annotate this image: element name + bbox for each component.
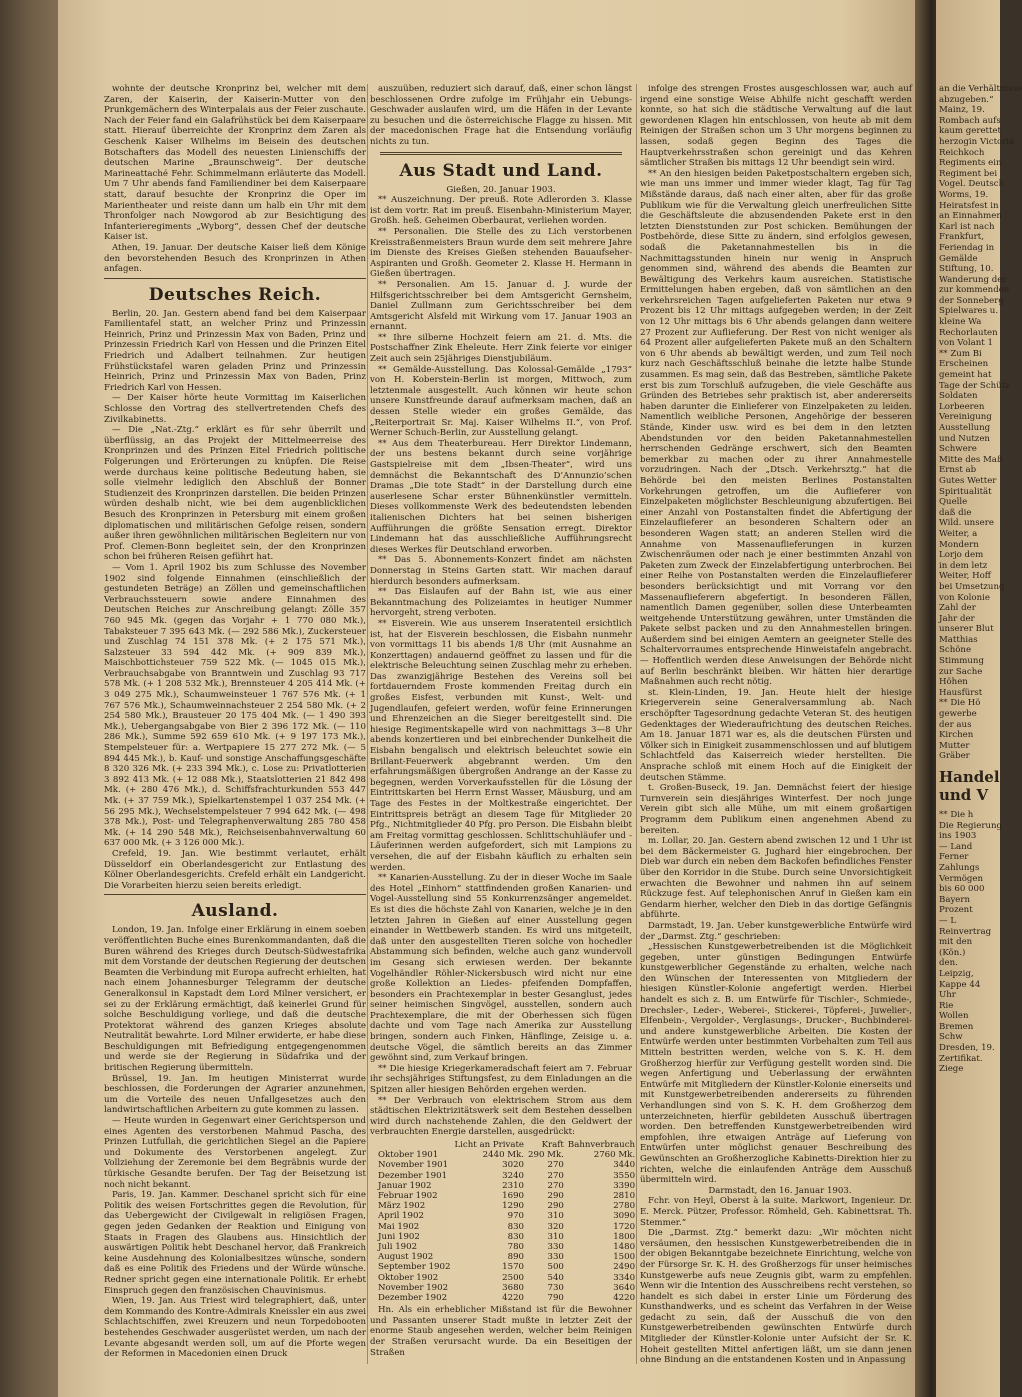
adjacent-page-line: Ferner	[939, 852, 969, 863]
adjacent-page-line: Weiter, a	[939, 528, 978, 539]
adjacent-page-line: Schw	[939, 1032, 963, 1043]
adjacent-page-line: Stimmung	[939, 656, 984, 667]
adjacent-page-line: daß die	[939, 507, 972, 518]
adjacent-page-line: kaum gerettet	[939, 126, 1001, 137]
adjacent-page-line: Gräber	[939, 751, 970, 762]
article-paragraph: Die „Darmst. Ztg.“ bemerkt dazu: „Wir möchten nicht versäumen, den hessischen Kunstgewerbetreibenden die in der obigen Bekanntgabe bezeichnete Einrichtung, welche von der Fürsorge Sr. K. H. des Großherzogs für unser heimisches Kunstgewerbe aufs neue Zeugnis gibt, warm zu empfehlen. Wenn wir die Intention des Ausschreibens recht verstehen, so handelt es sich dabei in erster Linie um Förderung des Kunsthandwerks, und es scheint das Verfahren in der Weise gedacht zu sein, daß der Ausschuß die von den Kunstgewerbetreibenden gewünschten Entwürfe durch Mitglieder der Künstler-Kolonie unter Aufsicht der Sr. K. Hoheit gestellten Mittel anfertigen läßt, um sie dann jenen ohne Bindung an die entstandenen Kosten und in Anpassung	[640, 1228, 912, 1366]
adjacent-page-line: den.	[939, 958, 958, 969]
article-paragraph: Crefeld, 19. Jan. Wie bestimmt verlautet, erhält Düsseldorf ein Oberlandesgericht zur Entlastung des Kölner Oberlandesgerichts. Crefeld erhält ein Landgericht. Die Vorarbeiten hierzu seien bereits erledigt.	[104, 848, 366, 891]
table-body	[376, 1150, 637, 1303]
adjacent-page-line: Feriendag in	[939, 242, 995, 253]
table-row	[376, 1211, 637, 1221]
adjacent-page-line: Wild. unsere	[939, 518, 994, 529]
article-paragraph: st. Klein-Linden, 19. Jan. Heute hielt der hiesige Kriegerverein seine Generalversammlung ab. Nach erschöpfter Tagesordnung gedachte Veteran St. des heutigen Gedenktages der Wiederaufrichtung des deutschen Reiches. Am 18. Januar 1871 war es, als die deutschen Fürsten und Völker sich in Einigkeit zusammenschlossen und auf blutigem Schlachtfeld das Kaiserreich wieder herstellten. Die Ansprache schloß mit einem Hoch auf die Einigkeit der deutschen Stämme.	[640, 687, 912, 783]
table-cell: Juni 1902	[378, 1231, 420, 1242]
section-heading-aus-stadt-und-land: Aus Stadt und Land.	[399, 160, 603, 181]
adjacent-page-line: Die Regierung	[939, 820, 1003, 831]
article-paragraph: Athen, 19. Januar. Der deutsche Kaiser ließ dem Könige den bevorstehenden Besuch des Kronprinzen in Athen anfagen.	[104, 242, 366, 275]
article-paragraph: ** Aus dem Theaterbureau. Herr Direktor Lindemann, der uns bestens bekannt durch seine vorjährige Gastspielreise mit dem „Ibsen-Theater“, wird uns demnächst die Bekanntschaft des D’Annunzio’schen Dramas „Die tote Stadt“ in der Darstellung durch eine auserlesene Schar erster Bühnenkünstler vermitteln. Dieses vollkommenste Werk des bedeutendsten lebenden italienischen Dichters hat bei seinen bisherigen Aufführungen die größte Sensation erregt. Direktor Lindemann hat das ausschließliche Aufführungsrecht dieses Werkes für Deutschland erworben.	[370, 438, 632, 555]
adjacent-page-line: Rechorlauten	[939, 327, 998, 338]
article-paragraph: — Die „Nat.-Ztg.“ erklärt es für sehr überrilt und überflüssig, an das Projekt der Mittelmeerreise des Kronprinzen und des Prinzen Eitel Friedrich politische Folgerungen und Erörterungen zu knüpfen. Die Reise werde durchaus keine politische Bedeutung haben, sie solle vielmehr lediglich den Abschluß der Bonner Studienzeit des Kronprinzen darstellen. Die beiden Prinzen würden deshalb nicht, wie bei dem augenblicklichen Besuch des Kronprinzen in Petersburg mit einem großen diplomatischen und militärischen Gefolge reisen, sondern außer ihren gewöhnlichen militärischen Begleitern nur von Prof. Clemen-Bonn begleitet sein, der den Kronprinzen schon bei früheren Reisen geführt hat.	[104, 425, 366, 563]
adjacent-page-line: mit den	[939, 937, 973, 948]
article-paragraph: ** Die hiesige Kriegerkameradschaft feiert am 7. Februar ihr sechsjähriges Stiftungsfest, zu dem Einladungen an die Spitzen aller hiesigen Behörden ergehen werden.	[370, 1063, 632, 1096]
adjacent-page-line: von Kolonie	[939, 592, 990, 603]
section-heading-ausland: Ausland.	[191, 901, 279, 922]
adjacent-page-line: (Kön.)	[939, 947, 966, 958]
article-paragraph: Hn. Als ein erheblicher Mißstand ist für die Bewohner und Passanten unserer Stadt mußte in letzter Zeit der enorme Staub angesehen werden, welcher beim Reinigen der Straßen verursacht wurde. Da ein Beseitigen der Straßen	[370, 1305, 632, 1358]
article-paragraph: Darmstadt, 19. Jan. Ueber kunstgewerbliche Entwürfe wird der „Darmst. Ztg.“ geschrieben:	[640, 920, 912, 942]
table-cell: 2440 Mk.	[482, 1150, 525, 1161]
table-header-row	[376, 1140, 637, 1150]
table-cell: 3090	[613, 1211, 636, 1222]
table-cell: 2490	[613, 1262, 636, 1273]
article-paragraph: infolge des strengen Frostes ausgeschlossen war, auch auf irgend eine sonstige Weise Abhilfe nicht geschafft werden konnte, so hat sich die städtische Verwaltung auf die laut gewordenen Klagen hin entschlossen, von heute ab mit dem Reinigen der Straßen schon um 3 Uhr morgens beginnen zu lassen, sodaß gegen Beginn des Tages die Hauptverkehrsstraßen schon gereinigt und das Kehren sämtlicher Straßen bis mittags 12 Uhr beendigt sein wird.	[640, 84, 912, 169]
adjacent-page-line: Heiratsfest in	[939, 200, 999, 211]
table-cell: Juli 1902	[378, 1242, 418, 1253]
adjacent-page-line: kleine Wa	[939, 317, 982, 328]
table-row	[376, 1232, 637, 1242]
table-row	[376, 1283, 637, 1293]
adjacent-page-line: Uhr	[939, 990, 956, 1001]
adjacent-page-line: Leipzig,	[939, 968, 974, 979]
adjacent-page-heading: Handel und V	[939, 768, 1000, 804]
adjacent-page-line: Regiment bei	[939, 168, 998, 179]
table-cell: 540	[547, 1272, 564, 1283]
adjacent-page-line: ** Die h	[939, 810, 974, 820]
adjacent-page-line: der Sonneberg	[939, 295, 1004, 306]
table-cell: 2500	[502, 1272, 525, 1283]
article-paragraph: ** Gemälde-Ausstellung. Das Kolossal-Gemälde „1793“ von H. Koberstein-Berlin ist morgen, Mittwoch, zum letztenmale ausgestellt. Auch können wir heute schon unsere Kunstfreunde darauf aufmerksam machen, daß an dessen Stelle wieder ein großes Gemälde, das „Reiterportrait Sr. Maj. Kaiser Wilhelms II.“, von Prof. Werner Schuch-Berlin, zur Ausstellung gelangt.	[370, 364, 632, 439]
adjacent-page-line: Wanderung der	[939, 274, 1007, 285]
table-row	[376, 1252, 637, 1262]
table-cell: 3390	[613, 1180, 636, 1191]
table-cell: 3340	[613, 1272, 636, 1283]
table-cell: 2810	[613, 1191, 636, 1202]
adjacent-page-line: gewerbe	[939, 709, 977, 720]
adjacent-page-line: Bayern	[939, 894, 971, 905]
adjacent-page-line: — Land	[939, 841, 973, 852]
adjacent-page-line: Reichkoch	[939, 147, 985, 158]
article-paragraph: ** An den hiesigen beiden Paketpostschaltern ergeben sich, wie man uns immer und immer wieder klagt, Tag für Tag Mißstände daraus, daß nach einer alten, aber für das große Publikum wie für die Verwaltung gleich unerfreulichen Sitte die Geschäftsleute die abzusendenden Pakete erst in den letzten Dienststunden zur Post schicken. Bemühungen der Postbehörde, diese Sitte zu ändern, sind erfolglos gewesen, sodaß die Paketannahmestellen bis in die Nachmittagsstunden hinein nur wenig in Anspruch genommen sind, während des abends die Beamten zur Bewältigung des Verkehrs kaum ausreichen. Statistische Ermittelungen haben ergeben, daß von sämtlichen an den verkehrsreichen Tagen aufgelieferten Paketen nur etwa 9 Prozent bis 12 Uhr mittags aufgegeben werden; in der Zeit von 12 Uhr mittags bis 6 Uhr abends gelangen dann weitere 27 Prozent zur Auflieferung. Der Rest von nicht weniger als 64 Prozent aller aufgelieferten Pakete muß an den Schaltern von 6 Uhr abends ab bewältigt werden, und zum Teil noch kurz nach Geschäftsschluß beinahe die letzte halbe Stunde zusammen. Es mag sein, daß das Bestreben, sämtliche Pakete erst bis zum Torschluß aufzugeben, die viele Geschäfte aus Gründen des Betriebes sehr praktisch ist, aber andererseits haben darunter die Einlieferer von Einzelpaketen zu leiden. Namentlich weibliche Personen, Angehörige der besseren Stände, Kinder usw. wird es bei dem in den letzten Abendstunden vor den beiden Paketannahmestellen herrschenden Gedränge erschwert, sich den Beamten bemerkbar zu machen oder zu ihrer Annahmestelle vorzudringen. Nach der „Dtsch. Verkehrsztg.“ hat die Behörde bei den meisten Berlines Postanstalten Vorkehrungen getroffen, um die Auflieferer von Einzelpaketen möglichster Beschleunigung abzufertigen. Bei einer Anzahl von Postanstalten findet die Abfertigung der Einzelauflieferer an besonderen Schaltern oder an besonderen Wagen statt; an anderen Stellen wird die Annahme von Massenauflieferungen in kurzen Zwischenräumen oder nach je einer bestimmten Anzahl von Paketen zum Zweck der Einzelabfertigung unterbrochen. Bei einer Reihe von Postanstalten werden die Einzelauflieferer besonders berücksichtigt und mit Vorrang vor den Massenauflieferern abgefertigt. In besonderen Fällen, namentlich Damen gegenüber, sollen diese Unterbeamten weitgehende Unterstützung gewähren, unter Umständen die Pakete selbst packen und zu den Annahmestellen bringen. Außerdem sind bei einigen Aemtern an geeigneter Stelle des Schaltervorraumes entsprechende Hinweistafeln angebracht. — Hoffentlich werden diese Anweisungen der Behörde nicht auf Berlin beschränkt bleiben. Wir hätten hier derartige Maßnahmen auch recht nötig.	[640, 168, 912, 688]
adjacent-page-line: unserer Blut	[939, 624, 994, 635]
article-paragraph: London, 19. Jan. Infolge einer Erklärung in einem soeben veröffentlichten Buche eines Burenkommandanten, daß die Buren während des Krieges durch Deutsch-Südwestafrika mit dem Vorstande der deutschen Regierung der deutschen Beamten die Verbindung mit Europa aufrecht erhielten, hat nach einem Johannesburger Telegramm der deutsche Generalkonsul in Kapstadt dem Lord Milner versichert, er sei zu der Erklärung ermächtigt, daß keinerlei Grund für solche Beschuldigung vorliege, und daß die deutsche Protektorat während des ganzen Krieges absolute Neutralität bewahrte. Lord Milner erwiderte, er habe diese Beschuldigungen mit Befriedigung entgegengenommen und werde sie der Regierung in Südafrika und der britischen Regierung übermitteln.	[104, 925, 366, 1074]
adjacent-page-line: Mondern	[939, 539, 979, 550]
table-cell: 1290	[502, 1201, 525, 1212]
table-cell: November 1901	[378, 1160, 449, 1171]
adjacent-page-line: Erscheinen	[939, 359, 989, 370]
adjacent-page-line: Rie	[939, 1000, 954, 1011]
table-cell: September 1902	[378, 1262, 451, 1273]
adjacent-page-line: Stiftung, 10.	[939, 264, 994, 275]
table-cell: Dezember 1901	[378, 1170, 448, 1181]
adjacent-page-line: in dem letz	[939, 560, 988, 571]
article-paragraph: ** Personalien. Die Stelle des zu Lich verstorbenen Kreisstraßenmeisters Braun wurde dem seit mehrere Jahre im Dienste des Kreises Gießen stehenden Bauaufseher-Aspiranten und Großh. Geometer 2. Klasse H. Hermann in Gießen übertragen.	[370, 226, 632, 280]
adjacent-page-line: Gutes Wetter	[939, 475, 997, 486]
adjacent-page-line: Matthias	[939, 634, 978, 645]
table-cell: 4220	[613, 1293, 636, 1304]
adjacent-page-line: und Nutzen	[939, 433, 990, 444]
adjacent-page-line: Mitte des Maß	[939, 454, 1003, 465]
article-paragraph: Fchr. von Heyl, Oberst à la suite. Markwort, Ingenieur. Dr. E. Merck. Pützer, Professor. Römheld, Geh. Kabinettsrat. Th. Stemmer.“	[640, 1196, 912, 1228]
adjacent-page-line: ** Zum Bi	[939, 348, 982, 359]
table-row	[376, 1262, 637, 1272]
adjacent-page-line: Lorbeeren	[939, 401, 985, 412]
table-cell: 270	[547, 1170, 564, 1181]
table-cell: 290	[547, 1201, 564, 1212]
table-header-cell: Bahnverbrauch	[567, 1140, 636, 1150]
table-cell: 780	[507, 1242, 525, 1253]
adjacent-page-line: Bremen	[939, 1021, 974, 1032]
adjacent-page-line: Gemälde	[939, 253, 978, 264]
adjacent-page-line: Karl ist nach	[939, 221, 995, 232]
adjacent-page-line: Hausfürst	[939, 687, 983, 698]
table-row	[376, 1273, 637, 1283]
table-cell: 3640	[613, 1282, 636, 1293]
table-cell: 2760 Mk.	[593, 1150, 636, 1161]
adjacent-page-line: Kappe 44	[939, 979, 981, 990]
column-rule	[367, 84, 368, 1364]
table-cell: Januar 1902	[378, 1180, 432, 1191]
article-paragraph: ** Kanarien-Ausstellung. Zu der in dieser Woche im Saale des Hotel „Einhorn“ stattfindenden großen Kanarien- und Vogel-Ausstellung sind 55 Konkurrenzsänger angemeldet. Es ist dies die höchste Zahl von Kanarien, welche je in den letzten Jahren in Gießen auf einer Ausstellung gegen einander in Wettbewerb standen. Es wird uns mitgeteilt, daß unter den ausgestellten Tieren solche von hochedler Abstammung sich befinden, welche auch ganz wundervoll im Gesang sich erwiesen werden. Der bekannte Vogelhändler Röhler-Nickersbusch wird nicht nur eine große Kollektion an Liedes- pfeifenden Dompfaffen, besonders ein Prachtexemplar in bester Gesanglust, jedes seiner heimischen Singvögel, ausstellen, sondern auch Prachtexemplare, die mit der Oberhessen sich fügen dachte und vom Tage nach Amerika zur Ausstellung bringen, sondern auch Finken, Hänflinge, Zeisige u. a. deutsche Vögel, die sämtlich bereits an das Zimmer gewöhnt sind, zum Verkauf bringen.	[370, 873, 632, 1064]
adjacent-page-line: Zertifikat.	[939, 1053, 983, 1064]
adjacent-page-line: Schöne	[939, 645, 972, 656]
table-row	[376, 1171, 637, 1181]
dateline: Gießen, 20. Januar 1903.	[446, 184, 556, 195]
table-cell: 1720	[613, 1221, 636, 1232]
section-divider	[104, 278, 366, 279]
table-row	[376, 1222, 637, 1232]
adjacent-page-line: gemeint hat	[939, 370, 992, 381]
adjacent-page-line: Lorjo dem	[939, 550, 984, 561]
column-1	[104, 84, 366, 1364]
article-paragraph: ** Auszeichnung. Der preuß. Rote Adlerorden 3. Klasse ist dem vortr. Rat im preuß. Eisenbahn-Ministerium Mayer, Großh. heß. Geheimen Oberbaurat, verliehen worden.	[370, 195, 632, 227]
table-cell: 790	[547, 1293, 564, 1304]
table-cell: 500	[547, 1262, 564, 1273]
article-paragraph: Brüssel, 19. Jan. Im heutigen Ministerrat wurde beschlossen, die Forderungen der Agrarier anzunehmen, um die Vorteile des neuen Unfallgesetzes auch den landwirtschaftlichen Arbeitern zu gute kommen zu lassen.	[104, 1073, 366, 1116]
adjacent-page-line: Soldaten	[939, 391, 978, 402]
table-header-cell: Kraft	[541, 1140, 564, 1150]
article-paragraph: ** Der Verbrauch von elektrischem Strom aus dem städtischen Elektrizitätswerk seit dem Bestehen desselben wird durch nachstehende Zahlen, die den Geldwert der verbrauchten Energie darstellen, ausgedrückt:	[370, 1095, 632, 1138]
adjacent-page-line: Vogel. Deutsch	[939, 179, 1005, 190]
table-cell: 270	[547, 1160, 564, 1171]
article-paragraph: Wien, 19. Jan. Aus Triest wird telegraphiert, daß, unter dem Kommando des Kontre-Admirals Kneissler ein aus zwei Schlachtschiffen, zwei Kreuzern und neun Torpedobooten bestehendes Geschwader ausgerüstet werden, um nach der Levante abgesandt werden soll, um auf die Pforte wegen der Reformen in Macedonien einen Druck	[104, 1296, 366, 1360]
adjacent-page-line: Rombach aufs	[939, 115, 1001, 126]
table-row	[376, 1293, 637, 1303]
adjacent-page-line: Spiritualität	[939, 486, 992, 497]
section-heading-deutsches-reich: Deutsches Reich.	[148, 284, 322, 305]
adjacent-page-line: Reinvertrag	[939, 926, 992, 937]
table-cell: 330	[547, 1242, 564, 1253]
table-cell: 970	[507, 1211, 525, 1222]
adjacent-page-line: ** Die Hö	[939, 698, 981, 709]
table-cell: Oktober 1902	[378, 1272, 439, 1283]
table-cell: 3440	[613, 1160, 636, 1171]
article-paragraph: ** Das 5. Abonnements-Konzert findet am nächsten Donnerstag in Steins Garten statt. Wir machen darauf hierdurch besonders aufmerksam.	[370, 555, 632, 587]
adjacent-page-line: Regiments ein	[939, 158, 1002, 169]
table-cell: August 1902	[378, 1252, 434, 1263]
article-paragraph: Berlin, 20. Jan. Gestern abend fand bei dem Kaiserpaar Familientafel statt, an welcher Prinz und Prinzessin Heinrich, Prinz und Prinzessin Max von Baden, Prinz und Prinzessin Friedrich Karl von Hessen und die Prinzen Eitel Friedrich und Adalbert teilnahmen. Zur heutigen Frühstückstafel waren geladen Prinz und Prinzessin Heinrich, Prinz und Prinzessin Max von Baden, Prinz Friedrich Karl von Hessen.	[104, 308, 366, 393]
article-paragraph: „Hessischen Kunstgewerbetreibenden ist die Möglichkeit gegeben, unter günstigen Bedingungen Entwürfe kunstgewerblicher Gegenstände zu erhalten, welche nach den Wünschen der Interessenten von Mitgliedern der hiesigen Künstler-Kolonie angefertigt werden. Hierbei handelt es sich z. B. um Entwürfe für Tischler-, Schmiede-, Drechsler-, Leder-, Weberei-, Stickerei-, Töpferei-, Juwelier-, Elfenbein-, Vergolder-, Verglasungs-, Drucker-, Buchbinderei- und andere kunstgewerbliche Arbeiten. Die Kosten der Entwürfe werden unter bestimmten Vorbehalten zum Teil aus Mitteln bestritten werden, welche von S. K. H. dem Großherzog hierfür zur Verfügung gestellt worden sind. Die wegen Anfertigung und Ueberlassung der erwähnten Entwürfe mit Mitgliedern der Künstler-Kolonie einerseits und mit Kunstgewerbetreibenden andererseits zu führenden Verhandlungen sind von S. K. H. dem Großherzog dem unterzeichneten, hierfür gebildeten Ausschuß übertragen worden. Den betreffenden Kunstgewerbetreibenden wird empfohlen, ihre etwaigen Anträge auf Lieferung von Entwürfen unter möglichst genauer Beschreibung des Gewünschten an Großherzogliche Kabinetts-Direktion hier zu richten, welche die einlaufenden Anträge dem Ausschuß übermitteln wird.	[640, 942, 912, 1186]
table-cell: 3020	[502, 1160, 525, 1171]
article-paragraph: — Heute wurden in Gegenwart einer Gerichtsperson und eines Agenten des verstorbenen Mahmud Pascha, des Prinzen Lutfullah, die gerichtlichen Siegel an die Papiere und Dokumente des Verstorbenen angelegt. Zur Vollziehung der Zeremonie bei dem Begräbnis wurde der türkische Gesandte berufen. Der Tag der Beisetzung ist noch nicht bekannt.	[104, 1116, 366, 1190]
adjacent-page-line: bei Umsetzung	[939, 581, 1005, 592]
adjacent-page-edge	[936, 0, 1022, 1397]
adjacent-page-lines	[936, 84, 1022, 762]
table-row	[376, 1201, 637, 1211]
table-cell: 3240	[502, 1170, 525, 1181]
table-cell: 2310	[502, 1180, 525, 1191]
table-cell: März 1902	[378, 1201, 426, 1212]
adjacent-page-line: Schwere	[939, 444, 977, 455]
electricity-consumption-table	[376, 1140, 637, 1303]
table-cell: Mai 1902	[378, 1221, 420, 1232]
table-cell: 320	[547, 1221, 564, 1232]
table-cell: 310	[547, 1231, 564, 1242]
adjacent-page-line: zur kommenden	[939, 285, 1010, 296]
article-paragraph: m. Lollar, 20. Jan. Gestern abend zwischen 12 und 1 Uhr ist bei dem Bäckermeister G. Jughard hier eingebrochen. Der Dieb war durch ein neben dem Backofen befindliches Fenster über den Korridor in die Stube. Durch seine Unvorsichtigkeit erwachten die Bewohner und nahmen ihn auf seinem Rückzuge fest. Auf telephonischen Anruf in Gießen kam ein Gendarm hierher, welcher den Dieb in das dortige Gefängnis abführte.	[640, 836, 912, 921]
table-cell: April 1902	[378, 1211, 424, 1222]
column-2	[370, 84, 636, 1364]
adjacent-page-line: Mainz, 19.	[939, 105, 985, 116]
table-row	[376, 1150, 637, 1160]
adjacent-page-line: Jahr der	[939, 613, 975, 624]
adjacent-page-line: an die Verhältnisse	[939, 84, 1022, 94]
adjacent-page-line: Zahl der	[939, 603, 976, 614]
table-row	[376, 1242, 637, 1252]
article-paragraph: Paris, 19. Jan. Kammer. Deschanel spricht sich für eine Politik des weisen Fortschrittes gegen die Revolution, für das Uebergewicht der Civilgewalt in religiösen Fragen, gegen jeden Gedanken der Reaktion und Einigung von Staats in Fragen des Glaubens aus. Hinsichtlich der auswärtigen Politik hebt Deschanel hervor, daß Frankreich keine Ausdehnung des Kolonialbesitzes wünsche, sondern daß es eine Politik des Friedens und der Würde wünsche. Redner spricht gegen eine internationale Politik. Er erhebt Einspruch gegen den französischen Chauvinismus.	[104, 1190, 366, 1296]
adjacent-page-line: von Volant 1	[939, 338, 993, 349]
article-paragraph: ** Ihre silberne Hochzeit feiern am 21. d. Mts. die Postschaffner Zink Eheleute. Herr Zink feierte vor einiger Zeit auch sein 25jähriges Dienstjubiläum.	[370, 332, 632, 365]
adjacent-page-line: Wollen	[939, 1011, 969, 1022]
adjacent-page-line: Quelle	[939, 497, 968, 508]
adjacent-page-line: Zahlungs	[939, 862, 980, 873]
table-row	[376, 1191, 637, 1201]
adjacent-page-lines	[936, 810, 1003, 1075]
adjacent-page-line: Weiter, Hoff	[939, 571, 991, 582]
adjacent-page-line: Tage der Schütz	[939, 380, 1010, 391]
article-paragraph: auszuüben, reduziert sich darauf, daß, einer schon längst beschlossenen Ordre zufolge im Frühjahr ein Uebungs-Geschwader auslaufen wird, um die Häfen in der Levante zu besuchen und die österreichische Flagge zu hissen. Mit der macedonischen Frage hat die Entsendung vorläufig nichts zu tun.	[370, 84, 632, 147]
adjacent-page-line: Spielwares u.	[939, 306, 999, 317]
adjacent-page-line: Ziege	[939, 1064, 964, 1075]
adjacent-page-line: Worms, 19.	[939, 189, 989, 200]
article-paragraph: — Der Kaiser hörte heute Vormittag im Kaiserlichen Schlosse den Vortrag des stellvertretenden Chefs des Zivilkabinetts.	[104, 393, 366, 425]
adjacent-page-line: Ausstellung	[939, 423, 991, 433]
adjacent-page-line: bis 60 000	[939, 884, 985, 895]
table-header-cell: Licht an Private	[454, 1140, 525, 1150]
adjacent-page-line: Vermögen	[939, 873, 984, 884]
adjacent-page-line: herzogin Victoria	[939, 136, 1015, 147]
article-paragraph: t. Großen-Buseck, 19. Jan. Demnächst feiert der hiesige Turnverein sein diesjähriges Winterfest. Der noch junge Verein gibt sich alle Mühe, um mit einem großartigen Programm dem Publikum einen angenehmen Abend zu bereiten.	[640, 783, 912, 836]
section-divider	[104, 894, 366, 895]
table-cell: 290 Mk.	[528, 1150, 564, 1161]
table-cell: 830	[507, 1221, 525, 1232]
table-cell: November 1902	[378, 1282, 449, 1293]
table-cell: 890	[507, 1252, 525, 1263]
adjacent-page-line: Mutter	[939, 740, 970, 751]
table-cell: 830	[507, 1231, 525, 1242]
table-cell: 290	[547, 1191, 564, 1202]
adjacent-page-line: Kirchen	[939, 730, 974, 741]
article-paragraph: ** Eisverein. Wie aus unserem Inseratenteil ersichtlich ist, hat der Eisverein beschlossen, die Eisbahn nunmehr von vormittags 11 bis abends 1/8 Uhr (mit Ausnahme an Konzerttagen) andauernd geöffnet zu lassen und für die elektrische Beleuchtung seinen Zuschlag mehr zu erheben. Das zwanzigjährige Bestehen des Vereins soll bei fortdauerndem Froste kommenden Freitag durch ein großes Eisfest, verbunden mit Kunst-, Welt- und Jugendlaufen, gefeiert werden, wofür feine Erinnerungen und Ehrenzeichen an die Sieger bereitgestellt sind. Die hiesige Regimentskapelle wird von nachmittags 3—8 Uhr abends konzertieren und bei einbrechender Dunkelheit die Eisbahn bengalisch und elektrisch beleuchtet sowie ein Brillant-Feuerwerk abgebrannt werden. Um den erfahrungsmäßigen übergroßen Andrange an der Kasse zu begegnen, werden Vorverkaufsstellen für die Lösung der Eintrittskarten bei Herrn Ernst Wasser, Mäusburg, und am Tage des Festes in der Moltkestraße eingerichtet. Der Eintrittspreis beträgt an diesem Tage für Mitglieder 20 Pfg., Nichtmitglieder 40 Pfg. pro Person. Die Eisbahn bleibt am Freitag vormittag geschlossen. Schlittschuhläufer und -Läuferinnen werden aufgefordert, sich mit Lampions zu versehen, die auf der Eisbahn käuflich zu erhalten sein werden.	[370, 618, 632, 873]
adjacent-page-line: Höhen	[939, 677, 968, 688]
adjacent-page-line: Prozent	[939, 905, 973, 916]
article-paragraph: ** Personalien. Am 15. Januar d. J. wurde der Hilfsgerichtsschreiber bei dem Amtsgericht Gernsheim, Daniel Zullmann zum Gerichtsschreiber bei dem Amtsgericht Alsfeld mit Wirkung vom 17. Januar 1903 an ernannt.	[370, 279, 632, 333]
table-cell: 4220	[502, 1293, 525, 1304]
adjacent-page-line: — L	[939, 915, 957, 926]
adjacent-page-line: an Einnahmen	[939, 211, 1002, 222]
table-cell: 1500	[613, 1252, 636, 1263]
table-cell: 1800	[613, 1231, 636, 1242]
adjacent-page-line: ins 1903	[939, 831, 977, 842]
adjacent-page-line: Frankfurt,	[939, 232, 984, 243]
article-paragraph: — Vom 1. April 1902 bis zum Schlusse des November 1902 sind folgende Einnahmen (einschließlich der gestundeten Beträge) an Zöllen und gemeinschaftlichen Verbrauchssteuern sowie andere Einnahmen des Deutschen Reiches zur Anschreibung gelangt: Zölle 357 760 945 Mk. (gegen das Vorjahr + 1 770 080 Mk.), Tabaksteuer 7 395 643 Mk. (— 292 586 Mk.), Zuckersteuer und Zuschlag 74 151 378 Mk. (+ 2 175 571 Mk.), Salzsteuer 33 594 442 Mk. (+ 909 839 Mk.), Maischbottichsteuer 759 522 Mk. (— 1045 015 Mk.), Verbrauchsabgabe von Branntwein und Zuschlag 93 717 578 Mk. (+ 1 208 532 Mk.), Brennsteuer 4 205 414 Mk. (+ 3 049 275 Mk.), Schaumweinsteuer 1 767 576 Mk. (+ 1 767 576 Mk.), Schaumweinnachsteuer 2 254 580 Mk. (+ 2 254 580 Mk.), Brausteuer 20 175 404 Mk. (— 1 490 393 Mk.), Uebergangsabgabe von Bier 2 396 172 Mk. (— 110 286 Mk.), Summe 592 659 610 Mk. (+ 9 197 173 Mk.), Stempelsteuer für: a. Wertpapiere 15 277 272 Mk. (— 5 894 445 Mk.), b. Kauf- und sonstige Anschaffungsgeschäfte 8 320 326 Mk. (+ 233 394 Mk.), c. Lose zu: Privatlotterien 3 892 413 Mk. (+ 12 088 Mk.), Staatslotterien 21 842 498 Mk. (+ 280 476 Mk.), d. Schiffsfrachturkunden 553 447 Mk. (+ 37 759 Mk.), Spielkartenstempel 1 037 254 Mk. (+ 56 295 Mk.), Wechselstempelsteuer 7 994 642 Mk. (— 498 378 Mk.), Post- und Telegraphenverwaltung 285 780 458 Mk. (+ 14 290 548 Mk.), Reichseisenbahnverwaltung 60 637 000 Mk. (+ 3 126 000 Mk.).	[104, 562, 366, 849]
adjacent-page-line: Vereinigung	[939, 412, 992, 423]
table-row	[376, 1181, 637, 1191]
column-3	[640, 84, 912, 1364]
table-cell: 1690	[502, 1191, 525, 1202]
article-paragraph: wohnte der deutsche Kronprinz bei, welcher mit dem Zaren, der Kaiserin, der Kaiserin-Mutter von den Prunkgemächern des Winterpalais aus der Feier zuschaute. Nach der Feier fand ein Galafrühstück bei dem Kaiserpaare statt. Hierauf überreichte der Kronprinz dem Zaren als Geschenk Kaiser Wilhelms im Beisein des deutschen Botschafters das Modell des neuesten Linienschiffs der deutschen Marine „Braunschweig“. Der deutsche Marineattaché Fehr. Schimmelmann erläuterte das Modell. Um 7 Uhr abends fand Familiendiner bei dem Kaiserpaare statt, darauf besuchte der Kronprinz die Oper im Marientheater und reiste dann um halb ein Uhr mit dem Thronfolger nach Nowgorod ab zur Besichtigung des Infanterieregiments „Wyborg“, dessen Chef der deutsche Kaiser ist.	[104, 84, 366, 243]
table-cell: 270	[547, 1180, 564, 1191]
adjacent-page-line: abzugeben.“	[939, 94, 994, 105]
adjacent-page-line: zur Sache	[939, 666, 983, 677]
adjacent-page-line: Ernst ab	[939, 465, 977, 476]
adjacent-page-line: der aus	[939, 719, 972, 730]
table-cell: 310	[547, 1211, 564, 1222]
article-paragraph: Darmstadt, den 16. Januar 1903.	[708, 1185, 852, 1196]
table-cell: Februar 1902	[378, 1191, 438, 1202]
table-row	[376, 1160, 637, 1170]
table-cell: 330	[547, 1252, 564, 1263]
table-cell: Oktober 1901	[378, 1150, 439, 1161]
section-divider	[380, 152, 622, 155]
table-cell: 730	[547, 1282, 564, 1293]
adjacent-page-line: Dresden, 19.	[939, 1043, 995, 1054]
article-paragraph: ** Das Eislaufen auf der Bahn ist, wie aus einer Bekanntmachung des Polizeiamtes in heutiger Nummer hervorgeht, streng verboten.	[370, 587, 632, 619]
table-cell: Dezember 1902	[378, 1293, 448, 1304]
table-header-cell	[376, 1140, 452, 1150]
table-cell: 3550	[613, 1170, 636, 1181]
table-cell: 3680	[502, 1282, 525, 1293]
table-cell: 1570	[502, 1262, 525, 1273]
table-cell: 2780	[613, 1201, 636, 1212]
table-cell: 1480	[613, 1242, 636, 1253]
